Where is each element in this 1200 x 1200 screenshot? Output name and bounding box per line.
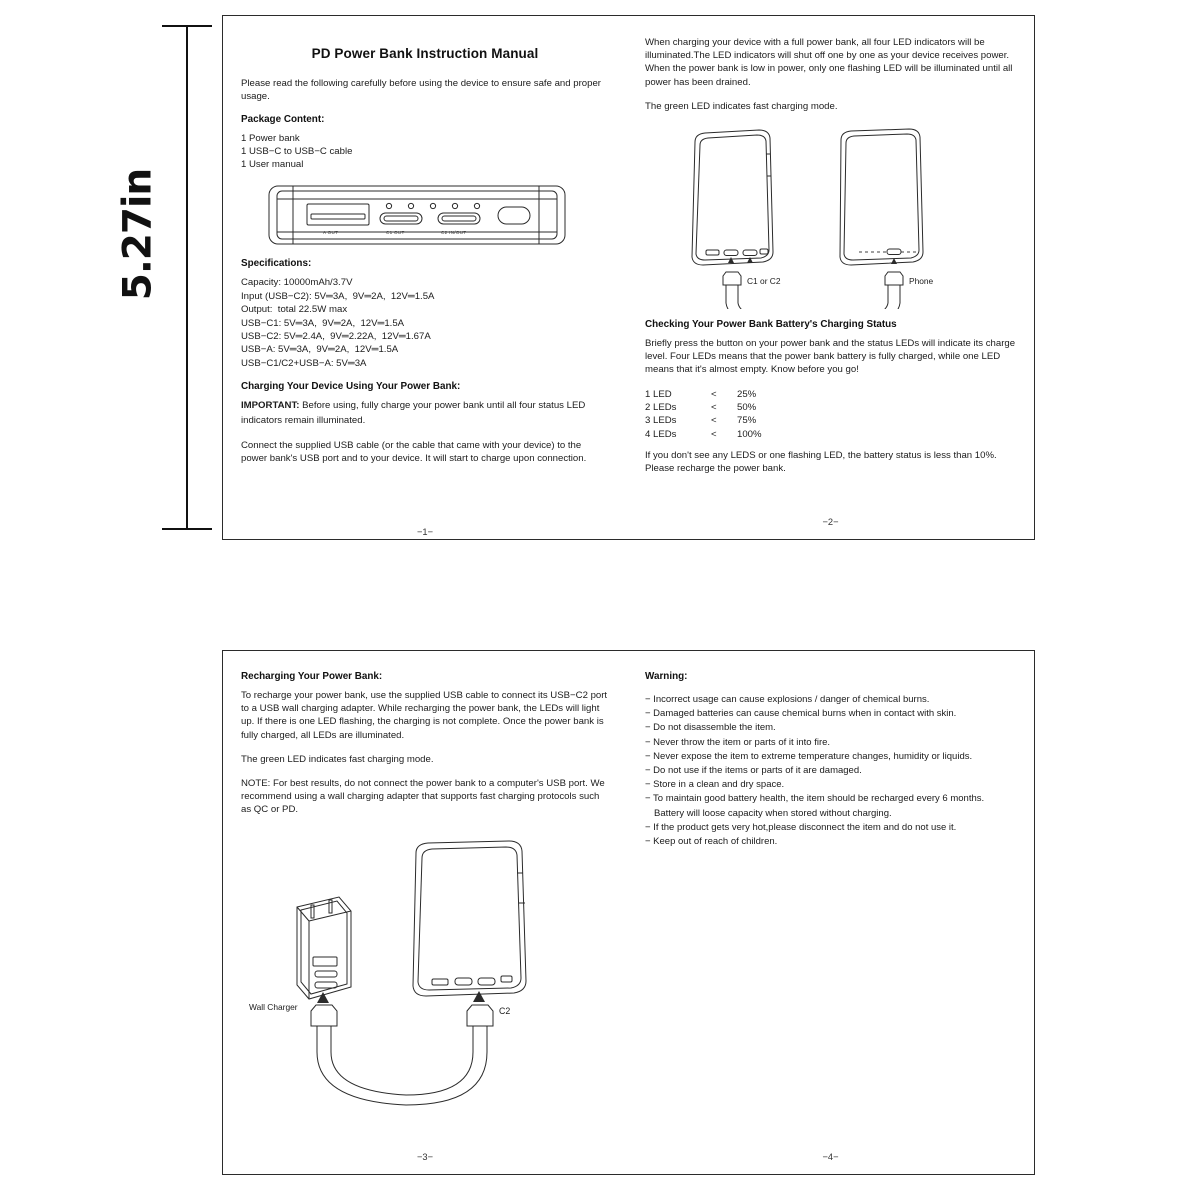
figure-label-wall-charger: Wall Charger	[249, 1001, 298, 1012]
manual-sheet-front	[222, 15, 1035, 540]
battery-status-text: Briefly press the button on your power bank and the status LEDs will indicate its charge level. Four LEDs means that the power bank battery is fully charged, while one LED means that it's almost empty. Know before you go!	[645, 338, 1016, 376]
spec-item: USB−C1/C2+USB−A: 5V═3A	[241, 357, 367, 369]
figure-label-c2: C2	[499, 1005, 511, 1016]
figure-label-c1-or-c2: C1 or C2	[747, 276, 781, 287]
led-percent: 25%	[737, 388, 757, 400]
specifications-list	[241, 276, 609, 370]
connect-instructions: Connect the supplied USB cable (or the cable that came with your device) to the power bank's USB port and to your device. It will start to charge upon connection.	[241, 440, 587, 465]
important-note	[241, 399, 609, 428]
led-count: 2 LEDs	[645, 402, 677, 414]
led-percent: 50%	[737, 402, 757, 414]
led-operator: <	[711, 388, 717, 400]
green-led-note: The green LED indicates fast charging mode.	[645, 100, 838, 112]
charging-device-heading: Charging Your Device Using Your Power Bank:	[241, 381, 461, 393]
package-content-list	[241, 132, 609, 171]
important-text: Before using, fully charge your power bank until all four status LED indicators remain illuminated.	[241, 400, 586, 426]
table-row	[645, 414, 762, 427]
recharging-text: To recharge your power bank, use the supplied USB cable to connect its USB−C2 port to a USB wall charging adapter. While recharging the power bank, the LEDs will light up. If there is one LED flashing, the charging is not complete. Once the power bank is fully charged, all LEDs are illuminated.	[241, 690, 608, 741]
port-label-c2-inout: C2 IN/OUT	[441, 230, 467, 236]
table-row	[645, 428, 762, 441]
manual-sheet-back	[222, 650, 1035, 1175]
dimension-label: 5.27in	[115, 168, 161, 301]
led-percent: 75%	[737, 415, 757, 427]
table-row	[645, 388, 762, 401]
warning-heading: Warning:	[645, 671, 688, 682]
led-operator: <	[711, 415, 717, 427]
charging-device-figure	[673, 124, 1016, 309]
page-number: −3−	[416, 1152, 434, 1162]
warning-item: − Keep out of reach of children.	[645, 836, 778, 848]
led-count: 1 LED	[645, 388, 672, 400]
page-number: −1−	[416, 527, 434, 537]
page-title: PD Power Bank Instruction Manual	[311, 46, 539, 61]
green-led-note: The green LED indicates fast charging mode.	[241, 753, 434, 765]
page-3	[223, 651, 629, 1174]
battery-status-heading: Checking Your Power Bank Battery's Charging Status	[645, 319, 897, 331]
port-label-c1-out: C1 OUT	[386, 230, 405, 236]
list-item: 1 USB−C to USB−C cable	[241, 146, 353, 158]
page-2	[629, 16, 1036, 539]
figure-label-phone: Phone	[909, 276, 934, 287]
led-operator: <	[711, 428, 717, 440]
warning-item-continuation: Battery will loose capacity when stored without charging.	[654, 807, 892, 819]
led-percent: 100%	[737, 428, 762, 440]
recharging-figure	[251, 839, 609, 1119]
package-content-heading: Package Content:	[241, 114, 325, 126]
table-row	[645, 401, 762, 414]
important-label: IMPORTANT:	[241, 400, 300, 412]
warning-item: − Do not use if the items or parts of it are damaged.	[645, 765, 862, 777]
warning-item: − Never throw the item or parts of it into fire.	[645, 736, 831, 748]
warning-item: − Store in a clean and dry space.	[645, 779, 785, 791]
list-item: 1 Power bank	[241, 133, 300, 145]
warning-item: − Incorrect usage can cause explosions / danger of chemical burns.	[645, 694, 930, 705]
spec-item: USB−C1: 5V═3A, 9V═2A, 12V═1.5A	[241, 317, 405, 329]
warning-item: − Never expose the item to extreme temperature changes, humidity or liquids.	[645, 750, 973, 762]
led-behavior-text: When charging your device with a full power bank, all four LED indicators will be illuminated.The LED indicators will shut off one by one as your device receives power. When the power bank is low in power, only one flashing LED will be illuminated until all power has been drained.	[645, 37, 1013, 88]
battery-status-footnote: If you don't see any LEDS or one flashing LED, the battery status is less than 10%. Please recharge the power bank.	[645, 450, 997, 475]
list-item: 1 User manual	[241, 159, 304, 171]
warning-item: − If the product gets very hot,please disconnect the item and do not use it.	[645, 821, 957, 833]
spec-item: Input (USB−C2): 5V═3A, 9V═2A, 12V═1.5A	[241, 290, 435, 302]
spec-item: USB−A: 5V═3A, 9V═2A, 12V═1.5A	[241, 344, 399, 356]
dimension-annotation	[100, 12, 210, 542]
page-number: −4−	[822, 1152, 839, 1162]
warning-item: − Damaged batteries can cause chemical burns when in contact with skin.	[645, 708, 957, 720]
warning-item: − To maintain good battery health, the item should be recharged every 6 months.	[645, 793, 985, 805]
page-1	[223, 16, 629, 539]
specifications-heading: Specifications:	[241, 258, 312, 270]
warning-item: − Do not disassemble the item.	[645, 722, 776, 734]
led-operator: <	[711, 402, 717, 414]
page-4	[629, 651, 1036, 1174]
led-count: 3 LEDs	[645, 415, 677, 427]
intro-text: Please read the following carefully before using the device to ensure safe and proper usage.	[241, 78, 601, 103]
led-count: 4 LEDs	[645, 428, 677, 440]
dimension-line	[186, 26, 188, 529]
recharging-note: NOTE: For best results, do not connect the power bank to a computer's USB port. We recommend using a wall charging adapter that supports fast charging protocols such as QC or PD.	[241, 778, 605, 816]
port-label-a-out: A OUT	[323, 230, 339, 236]
warning-list	[645, 693, 1016, 849]
led-charge-table	[645, 388, 762, 442]
dimension-cap-bottom	[162, 528, 212, 530]
page-number: −2−	[822, 517, 839, 527]
spec-item: USB−C2: 5V═2.4A, 9V═2.22A, 12V═1.67A	[241, 331, 431, 343]
recharging-heading: Recharging Your Power Bank:	[241, 671, 383, 682]
power-bank-ports-figure	[267, 182, 609, 248]
spec-item: Output: total 22.5W max	[241, 304, 348, 316]
spec-item: Capacity: 10000mAh/3.7V	[241, 277, 353, 289]
